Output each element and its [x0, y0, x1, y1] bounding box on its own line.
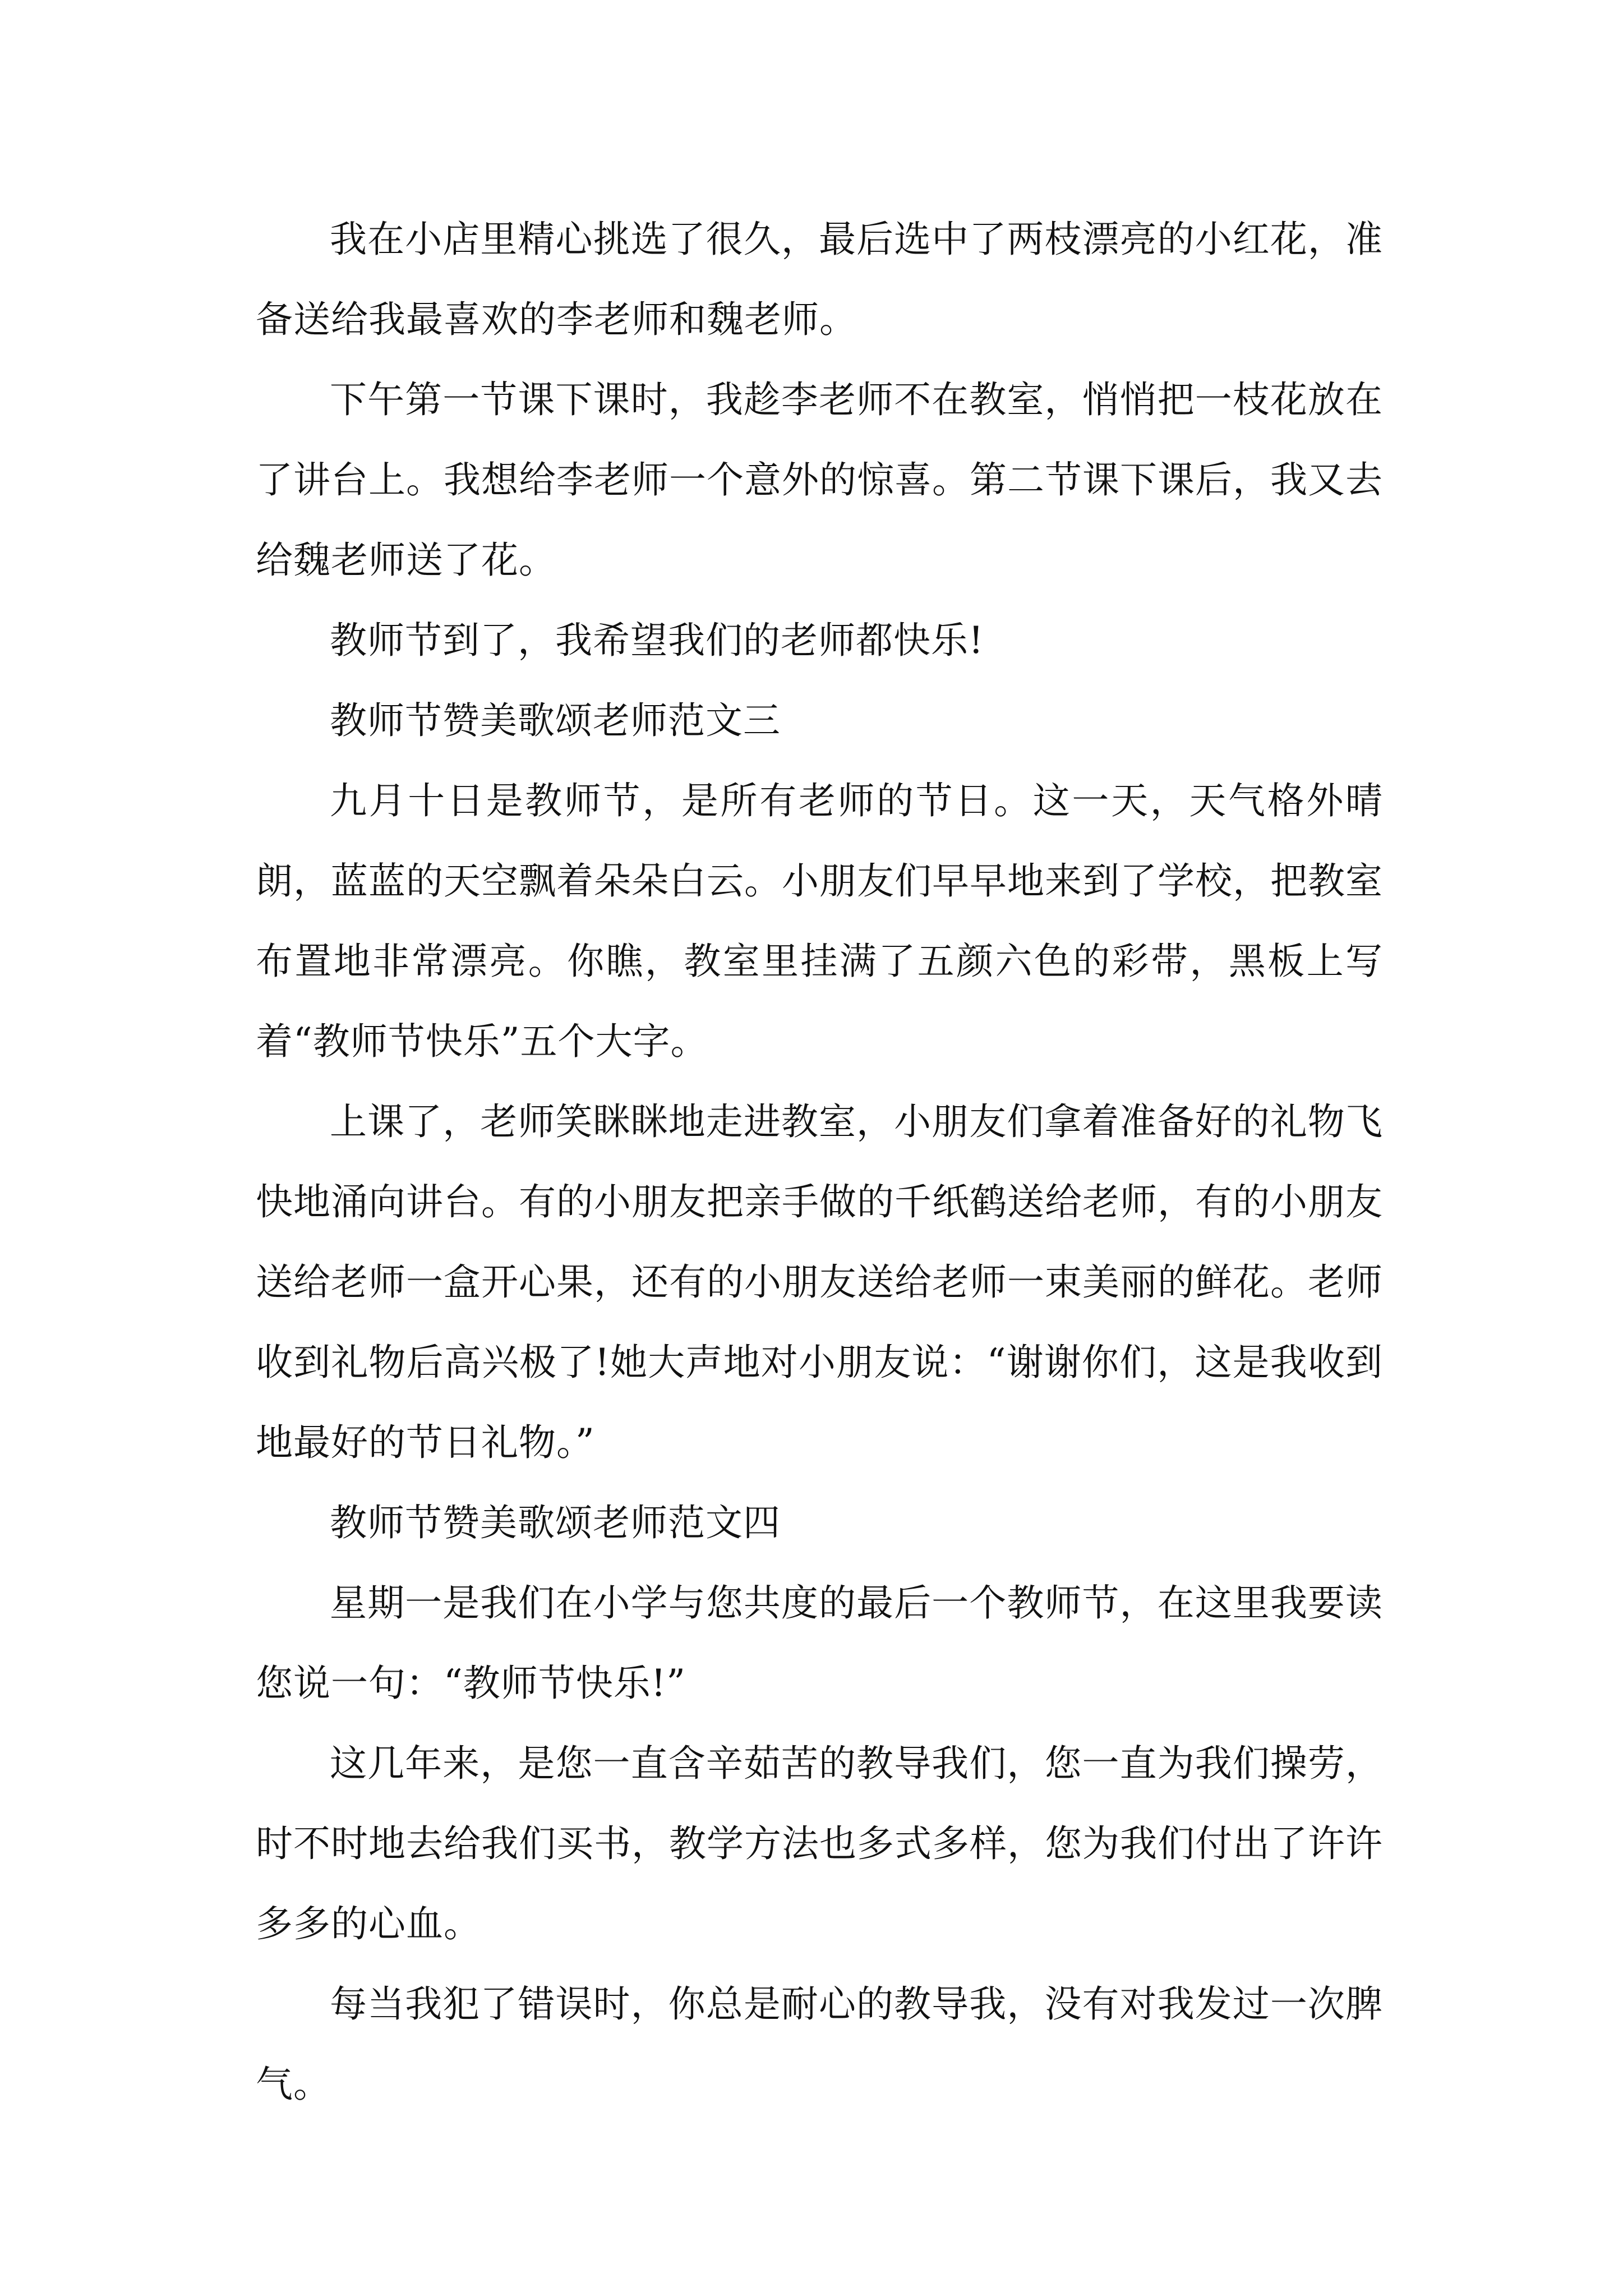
- paragraph-8: 每当我犯了错误时，你总是耐心的教导我，没有对我发过一次脾气。: [256, 1982, 1383, 2106]
- document-body: [256, 199, 1383, 2124]
- paragraph-7: 这几年来，是您一直含辛茹苦的教导我们，您一直为我们操劳，时不时地去给我们买书，教学方法也多式多样，您为我们付出了许许多多的心血。: [256, 1742, 1383, 1945]
- paragraph-3: 教师节到了，我希望我们的老师都快乐!: [330, 619, 984, 662]
- paragraph-6: 星期一是我们在小学与您共度的最后一个教师节，在这里我要读您说一句：“教师节快乐!”: [256, 1581, 1383, 1705]
- paragraph-1: 我在小店里精心挑选了很久，最后选中了两枝漂亮的小红花，准备送给我最喜欢的李老师和魏老师。: [256, 218, 1383, 341]
- paragraph-4: 九月十日是教师节，是所有老师的节日。这一天，天气格外晴朗，蓝蓝的天空飘着朵朵白云。小朋友们早早地来到了学校，把教室布置地非常漂亮。你瞧，教室里挂满了五颜六色的彩带，黑板上写着“教师节快乐”五个大字。: [256, 779, 1383, 1063]
- section-heading-4: 教师节赞美歌颂老师范文四: [330, 1501, 781, 1544]
- section-heading-3: 教师节赞美歌颂老师范文三: [330, 699, 781, 742]
- paragraph-5: 上课了，老师笑眯眯地走进教室，小朋友们拿着准备好的礼物飞快地涌向讲台。有的小朋友把亲手做的千纸鹤送给老师，有的小朋友送给老师一盒开心果，还有的小朋友送给老师一束美丽的鲜花。老师收到礼物后高兴极了!她大声地对小朋友说：“谢谢你们，这是我收到地最好的节日礼物。”: [256, 1100, 1383, 1464]
- paragraph-2: 下午第一节课下课时，我趁李老师不在教室，悄悄把一枝花放在了讲台上。我想给李老师一个意外的惊喜。第二节课下课后，我又去给魏老师送了花。: [256, 378, 1383, 582]
